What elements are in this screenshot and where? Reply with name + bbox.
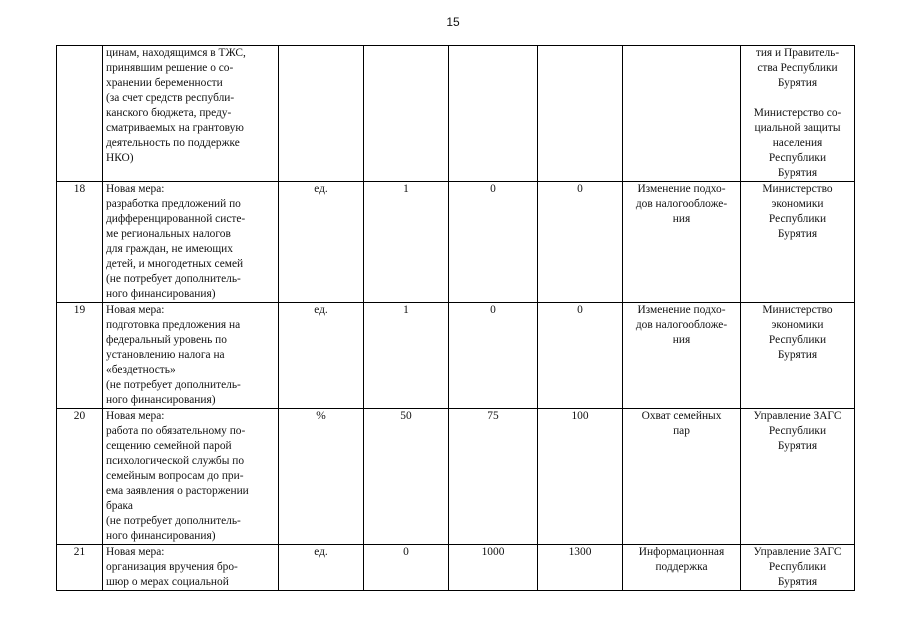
row-number: 18 [73,183,86,195]
text-line: Бурятия [777,440,818,452]
text-line: цинам, находящимся в ТЖС, [106,47,246,59]
text-line: хранении беременности [106,77,223,89]
value-3: 0 [577,183,583,195]
measure-description-cell [103,182,279,303]
unit-cell [279,409,364,545]
text-line: ме региональных налогов [106,228,231,240]
row-number: 21 [73,546,86,558]
text-line: пар [673,425,690,437]
row-number: 20 [73,410,86,422]
measure-description [106,182,275,302]
measure-description [106,303,275,408]
text-line: Управление ЗАГС [753,546,842,558]
indicator-cell [623,409,741,545]
text-line: Министерство [762,304,833,316]
unit-value: ед. [314,546,328,558]
text-line: Бурятия [777,576,818,588]
text-line: ного финансирования) [106,394,216,406]
text-line: Новая мера: [106,410,165,422]
text-line: ного финансирования) [106,288,216,300]
value-cell [449,409,538,545]
text-line: Изменение подхо- [637,183,726,195]
value-cell [364,46,449,182]
text-line: Бурятия [777,77,818,89]
indicator-cell [623,182,741,303]
indicator-text [626,545,737,575]
text-line: Республики [768,213,827,225]
responsible-cell [741,409,855,545]
text-line: НКО) [106,152,134,164]
responsible-text [744,545,851,590]
text-line: (за счет средств республи- [106,92,235,104]
text-line: сматриваемых на грантовую [106,122,244,134]
text-line: (не потребует дополнитель- [106,273,241,285]
text-line: Бурятия [777,228,818,240]
value-cell [449,182,538,303]
responsible-cell [741,46,855,182]
table-row [57,409,855,545]
text-line: населения [772,137,823,149]
text-line: организация вручения бро- [106,561,238,573]
text-line: тия и Правитель- [755,47,840,59]
value-1: 1 [403,183,409,195]
text-line: для граждан, не имеющих [106,243,233,255]
row-number-cell [57,303,103,409]
text-line: (не потребует дополнитель- [106,515,241,527]
text-line: сещению семейной парой [106,440,232,452]
table-row [57,182,855,303]
text-line: шюр о мерах социальной [106,576,229,588]
text-line: ства Республики [757,62,838,74]
text-line: Изменение подхо- [637,304,726,316]
value-1: 0 [403,546,409,558]
text-line: подготовка предложения на [106,319,241,331]
unit-value: ед. [314,183,328,195]
unit-cell [279,46,364,182]
text-line: Новая мера: [106,546,165,558]
unit-cell [279,545,364,591]
table-row [57,46,855,182]
text-line: брака [106,500,133,512]
text-line: Новая мера: [106,183,165,195]
responsible-text [744,182,851,242]
unit-cell [279,303,364,409]
text-line: Управление ЗАГС [753,410,842,422]
text-line: ния [672,213,691,225]
indicator-text [626,409,737,439]
measures-table [56,45,855,591]
text-line: Республики [768,561,827,573]
page-number: 15 [446,15,460,29]
text-line: Республики [768,425,827,437]
value-2: 0 [490,304,496,316]
indicator-cell [623,303,741,409]
text-line: циальной защиты [754,122,841,134]
unit-cell [279,182,364,303]
text-line: Министерство [762,183,833,195]
text-line: Охват семейных [641,410,722,422]
text-line: дов налогообложе- [635,319,728,331]
text-line: экономики [771,319,824,331]
responsible-cell [741,303,855,409]
text-line: поддержка [655,561,708,573]
row-number-cell [57,182,103,303]
measure-description-cell [103,545,279,591]
row-number-cell [57,46,103,182]
indicator-text [626,303,737,348]
indicator-cell [623,545,741,591]
text-line: дифференцированной систе- [106,213,246,225]
value-2: 0 [490,183,496,195]
value-cell [538,545,623,591]
measure-description-cell [103,409,279,545]
text-line: дов налогообложе- [635,198,728,210]
indicator-cell [623,46,741,182]
value-1: 50 [400,410,412,422]
responsible-text-secondary [744,106,851,181]
value-cell [538,182,623,303]
value-cell [449,303,538,409]
text-line: деятельность по поддержке [106,137,240,149]
measure-description-cell [103,303,279,409]
responsible-cell [741,182,855,303]
text-line: ния [672,334,691,346]
text-line: федеральный уровень по [106,334,227,346]
responsible-text [744,409,851,454]
text-line: разработка предложений по [106,198,241,210]
value-cell [538,409,623,545]
table-row [57,303,855,409]
value-cell [538,46,623,182]
row-number-cell [57,545,103,591]
row-number-cell [57,409,103,545]
text-line: экономики [771,198,824,210]
measure-description-cell [103,46,279,182]
value-cell [538,303,623,409]
text-line: Министерство со- [753,107,842,119]
value-3: 1300 [568,546,592,558]
value-3: 100 [571,410,589,422]
text-line: канского бюджета, преду- [106,107,232,119]
text-line: (не потребует дополнитель- [106,379,241,391]
value-cell [449,46,538,182]
measure-description [106,545,275,590]
measure-description [106,46,275,166]
value-2: 75 [487,410,499,422]
text-line: Бурятия [777,349,818,361]
value-cell [449,545,538,591]
paragraph-gap [744,91,851,106]
row-number: 19 [73,304,86,316]
value-cell [364,303,449,409]
responsible-text [744,46,851,91]
value-cell [364,182,449,303]
text-line: установлению налога на [106,349,225,361]
text-line: Республики [768,334,827,346]
text-line: семейным вопросам до при- [106,470,244,482]
text-line: принявшим решение о со- [106,62,234,74]
text-line: Республики [768,152,827,164]
value-1: 1 [403,304,409,316]
responsible-cell [741,545,855,591]
unit-value: ед. [314,304,328,316]
table-row [57,545,855,591]
indicator-text [626,182,737,227]
measure-description [106,409,275,544]
text-line: детей, и многодетных семей [106,258,244,270]
value-cell [364,409,449,545]
text-line: Новая мера: [106,304,165,316]
text-line: Информационная [638,546,725,558]
value-cell [364,545,449,591]
text-line: «бездетность» [106,364,176,376]
text-line: ного финансирования) [106,530,216,542]
unit-value: % [316,410,326,422]
text-line: ема заявления о расторжении [106,485,249,497]
text-line: психологической службы по [106,455,245,467]
text-line: Бурятия [777,167,818,179]
value-2: 1000 [481,546,505,558]
text-line: работа по обязательному по- [106,425,246,437]
value-3: 0 [577,304,583,316]
responsible-text [744,303,851,363]
